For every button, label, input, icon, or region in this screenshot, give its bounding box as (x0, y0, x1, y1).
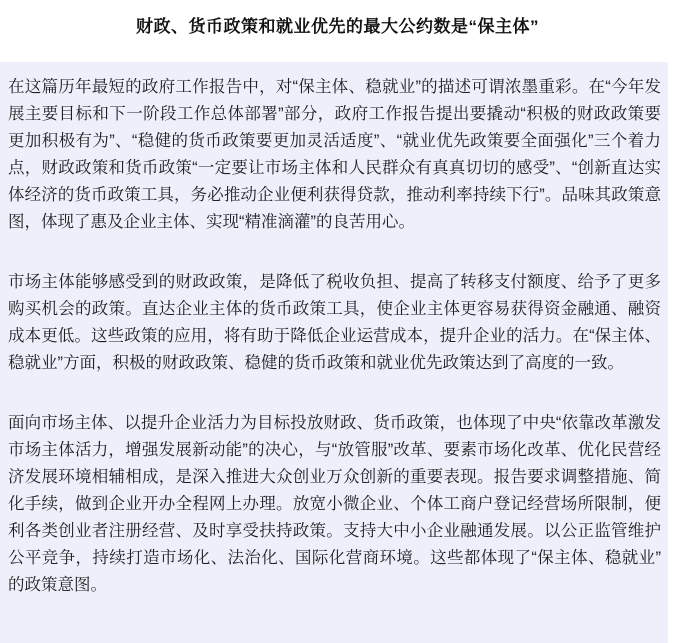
article-body (0, 62, 668, 643)
article-paragraph-2: 市场主体能够感受到的财政政策，是降低了税收负担、提高了转移支付额度、给予了更多购买机会的政策。直达企业主体的货币政策工具，使企业主体更容易获得资金融通、融资成本更低。这些政策的应用，将有助于降低企业运营成本，提升企业的活力。在“保主体、稳就业”方面，积极的财政政策、稳健的货币政策和就业优先政策达到了高度的一致。 (8, 273, 661, 372)
title-bar (0, 0, 675, 62)
article-paragraph-3: 面向市场主体、以提升企业活力为目标投放财政、货币政策，也体现了中央“依靠改革激发市场主体活力，增强发展新动能”的决心，与“放管服”改革、要素市场化改革、优化民营经济发展环境相辅相成，是深入推进大众创业万众创新的重要表现。报告要求调整措施、简化手续，做到企业开办全程网上办理。放宽小微企业、个体工商户登记经营场所限制，便利各类创业者注册经营、及时享受扶持政策。支持大中小企业融通发展。以公正监管维护公平竞争，持续打造市场化、法治化、国际化营商环境。这些都体现了“保主体、稳就业”的政策意图。 (8, 414, 661, 594)
article-paragraph-1: 在这篇历年最短的政府工作报告中，对“保主体、稳就业”的描述可谓浓墨重彩。在“今年发展主要目标和下一阶段工作总体部署”部分，政府工作报告提出要撬动“积极的财政政策要更加积极有为”、“稳健的货币政策要更加灵活适度”、“就业优先政策要全面强化”三个着力点，财政政策和货币政策“一定要让市场主体和人民群众有真真切切的感受”、“创新直达实体经济的货币政策工具，务必推动企业便利获得贷款，推动利率持续下行”。品味其政策意图，体现了惠及企业主体、实现“精准滴灌”的良苦用心。 (8, 78, 661, 231)
article-title: 财政、货币政策和就业优先的最大公约数是“保主体” (136, 17, 539, 36)
